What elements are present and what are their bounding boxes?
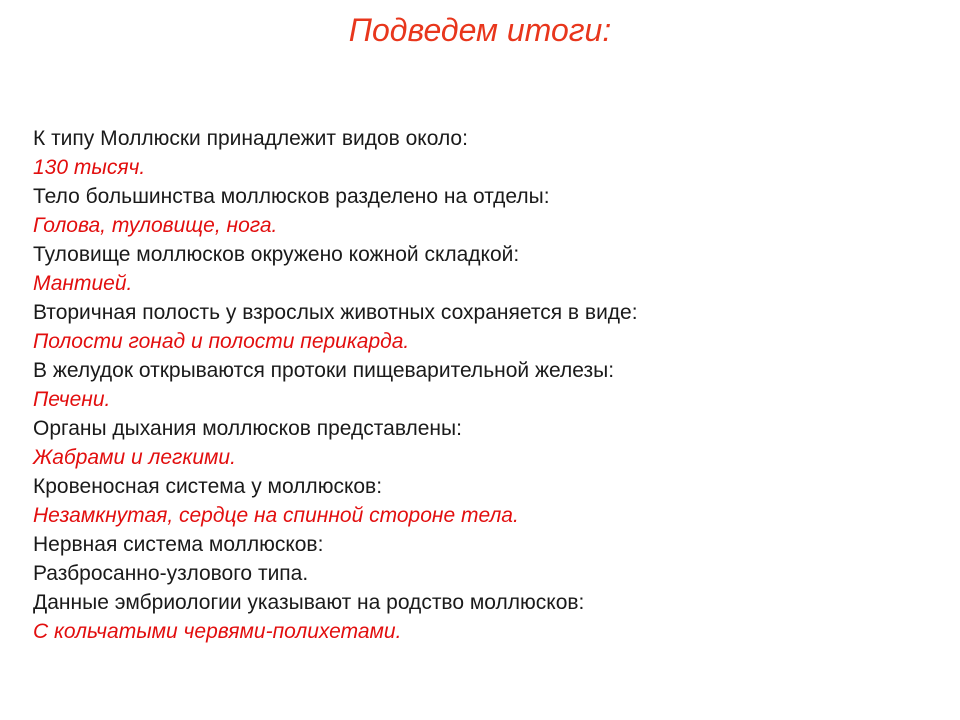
question-species-count: К типу Моллюски принадлежит видов около: [33,127,468,150]
question-respiratory-organs: Органы дыхания моллюсков представлены: [33,417,462,440]
question-nervous-system: Нервная система моллюсков: [33,533,324,556]
answer-digestive-gland: Печени. [33,388,111,411]
question-embryology: Данные эмбриологии указывают на родство моллюсков: [33,591,585,614]
answer-secondary-cavity: Полости гонад и полости перикарда. [33,330,410,353]
answer-respiratory-organs: Жабрами и легкими. [33,446,236,469]
answer-species-count: 130 тысяч. [33,156,146,179]
slide-title: Подведем итоги: [348,12,612,48]
summary-list [33,124,933,646]
answer-nervous-system: Разбросанно-узлового типа. [33,562,309,585]
answer-skin-fold: Мантией. [33,272,133,295]
question-digestive-gland: В желудок открываются протоки пищеварительной железы: [33,359,615,382]
question-body-sections: Тело большинства моллюсков разделено на отделы: [33,185,550,208]
question-secondary-cavity: Вторичная полость у взрослых животных сохраняется в виде: [33,301,638,324]
answer-circulatory-system: Незамкнутая, сердце на спинной стороне тела. [33,504,519,527]
answer-body-sections: Голова, туловище, нога. [33,214,278,237]
question-skin-fold: Туловище моллюсков окружено кожной складкой: [33,243,520,266]
question-circulatory-system: Кровеносная система у моллюсков: [33,475,383,498]
answer-embryology: С кольчатыми червями-полихетами. [33,620,402,643]
